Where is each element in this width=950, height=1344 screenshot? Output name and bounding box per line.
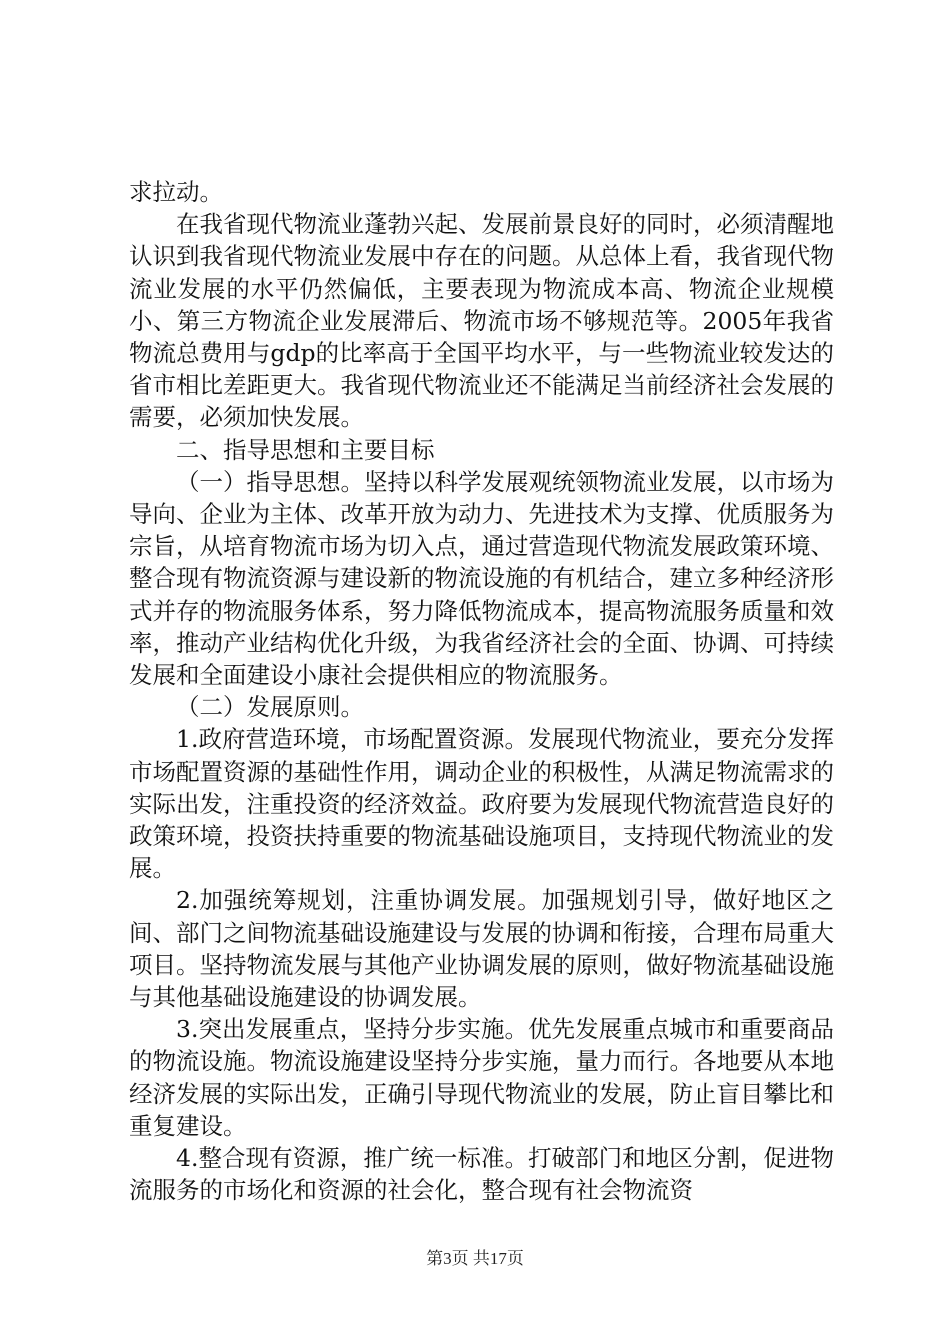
principle-item-3: 3.突出发展重点，坚持分步实施。优先发展重点城市和重要商品的物流设施。物流设施建设坚持分步实施，量力而行。各地要从本地经济发展的实际出发，正确引导现代物流业的发展，防止盲目攀比和重复建设。 [129, 1015, 834, 1140]
page-footer [0, 1244, 950, 1269]
document-body [129, 176, 834, 1207]
paragraph-continuation: 求拉动。 [129, 178, 223, 206]
paragraph-logistics-problems: 在我省现代物流业蓬勃兴起、发展前景良好的同时，必须清醒地认识到我省现代物流业发展中存在的问题。从总体上看，我省现代物流业发展的水平仍然偏低，主要表现为物流成本高、物流企业规模小、第三方物流企业发展滞后、物流市场不够规范等。2005年我省物流总费用与gdp的比率高于全国平均水平，与一些物流业较发达的省市相比差距更大。我省现代物流业还不能满足当前经济社会发展的需要，必须加快发展。 [129, 210, 834, 432]
principle-item-1: 1.政府营造环境，市场配置资源。发展现代物流业，要充分发挥市场配置资源的基础性作用，调动企业的积极性，从满足物流需求的实际出发，注重投资的经济效益。政府要为发展现代物流营造良好的政策环境，投资扶持重要的物流基础设施项目，支持现代物流业的发展。 [129, 725, 834, 883]
paragraph-guiding-ideology: （一）指导思想。坚持以科学发展观统领物流业发展，以市场为导向、企业为主体、改革开放为动力、先进技术为支撑、优质服务为宗旨，从培育物流市场为切入点，通过营造现代物流发展政策环境、整合现有物流资源与建设新的物流设施的有机结合，建立多种经济形式并存的物流服务体系，努力降低物流成本，提高物流服务质量和效率，推动产业结构优化升级，为我省经济社会的全面、协调、可持续发展和全面建设小康社会提供相应的物流服务。 [129, 467, 834, 690]
subheading-development-principles: （二）发展原则。 [176, 693, 364, 722]
page-number-label: 第3页 共17页 [426, 1249, 524, 1268]
section-heading-guiding-ideology: 二、指导思想和主要目标 [176, 435, 435, 464]
principle-item-4: 4.整合现有资源，推广统一标准。打破部门和地区分割，促进物流服务的市场化和资源的社会化，整合现有社会物流资 [129, 1144, 834, 1205]
principle-item-2: 2.加强统筹规划，注重协调发展。加强规划引导，做好地区之间、部门之间物流基础设施建设与发展的协调和衔接，合理布局重大项目。坚持物流发展与其他产业协调发展的原则，做好物流基础设施与其他基础设施建设的协调发展。 [129, 886, 834, 1012]
